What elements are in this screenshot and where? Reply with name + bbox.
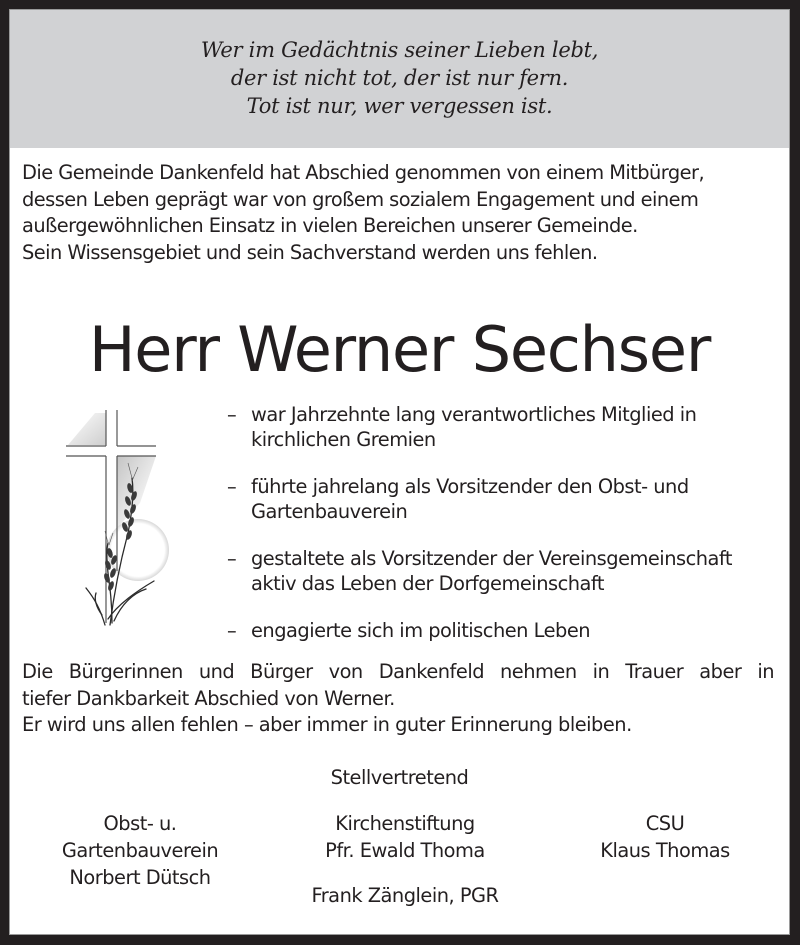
signatures xyxy=(10,810,789,920)
intro-line: Sein Wissensgebiet und sein Sachverstand werden uns fehlen. xyxy=(22,240,598,264)
achievements-list xyxy=(227,403,787,667)
signature-line: Norbert Dütsch xyxy=(69,866,211,889)
dash-marker: – xyxy=(227,475,237,498)
intro-paragraph xyxy=(22,160,782,266)
achievement-line: aktiv das Leben der Dorfgemeinschaft xyxy=(251,571,605,595)
signature-line: CSU xyxy=(645,812,685,835)
signature-garden-club xyxy=(40,810,240,891)
intro-line: dessen Leben geprägt war von großem sozialem Engagement und einem xyxy=(22,187,699,211)
achievement-line: Gartenbauverein xyxy=(251,499,408,523)
achievement-item xyxy=(227,403,787,452)
spacer xyxy=(295,864,515,882)
closing-line: Die Bürgerinnen und Bürger von Dankenfeld nehmen in Trauer aber in xyxy=(22,660,774,683)
signature-line: Klaus Thomas xyxy=(600,839,730,862)
quote-line: Tot ist nur, wer vergessen ist. xyxy=(246,94,553,118)
signature-line: Pfr. Ewald Thoma xyxy=(325,839,485,862)
signature-line: Frank Zänglein, PGR xyxy=(311,884,499,907)
intro-line: Die Gemeinde Dankenfeld hat Abschied genommen von einem Mitbürger, xyxy=(22,161,705,184)
quote-line: Wer im Gedächtnis seiner Lieben lebt, xyxy=(200,38,599,62)
dash-marker: – xyxy=(227,619,237,642)
achievement-line: führte jahrelang als Vorsitzender den Obst- und xyxy=(251,475,689,498)
achievement-line: kirchlichen Gremien xyxy=(251,427,436,451)
achievement-item xyxy=(227,547,787,596)
memorial-quote xyxy=(10,36,789,120)
deceased-name: Herr Werner Sechser xyxy=(88,313,711,386)
quote-band xyxy=(10,10,789,148)
achievement-item xyxy=(227,619,787,644)
closing-line: tiefer Dankbarkeit Abschied von Werner. xyxy=(22,686,395,710)
achievement-line: war Jahrzehnte lang verantwortliches Mitglied in xyxy=(251,403,697,426)
dash-marker: – xyxy=(227,547,237,570)
cross-with-wheat-and-sun-icon xyxy=(50,393,190,633)
obituary-notice xyxy=(9,9,790,935)
achievement-item xyxy=(227,475,787,524)
signature-line: Kirchenstiftung xyxy=(335,812,475,835)
achievement-line: engagierte sich im politischen Leben xyxy=(251,619,591,642)
signature-church-foundation xyxy=(295,810,515,909)
dash-marker: – xyxy=(227,403,237,426)
closing-paragraph xyxy=(22,659,782,739)
closing-line: Er wird uns allen fehlen – aber immer in guter Erinnerung bleiben. xyxy=(22,713,632,736)
signature-csu xyxy=(565,810,765,864)
quote-line: der ist nicht tot, der ist nur fern. xyxy=(230,66,569,90)
intro-line: außergewöhnlichen Einsatz in vielen Bereichen unserer Gemeinde. xyxy=(22,214,638,237)
signature-line: Gartenbauverein xyxy=(61,839,219,862)
signature-line: Obst- u. xyxy=(103,812,177,835)
on-behalf-label: Stellvertretend xyxy=(330,766,469,789)
achievement-line: gestaltete als Vorsitzender der Vereinsgemeinschaft xyxy=(251,547,733,570)
